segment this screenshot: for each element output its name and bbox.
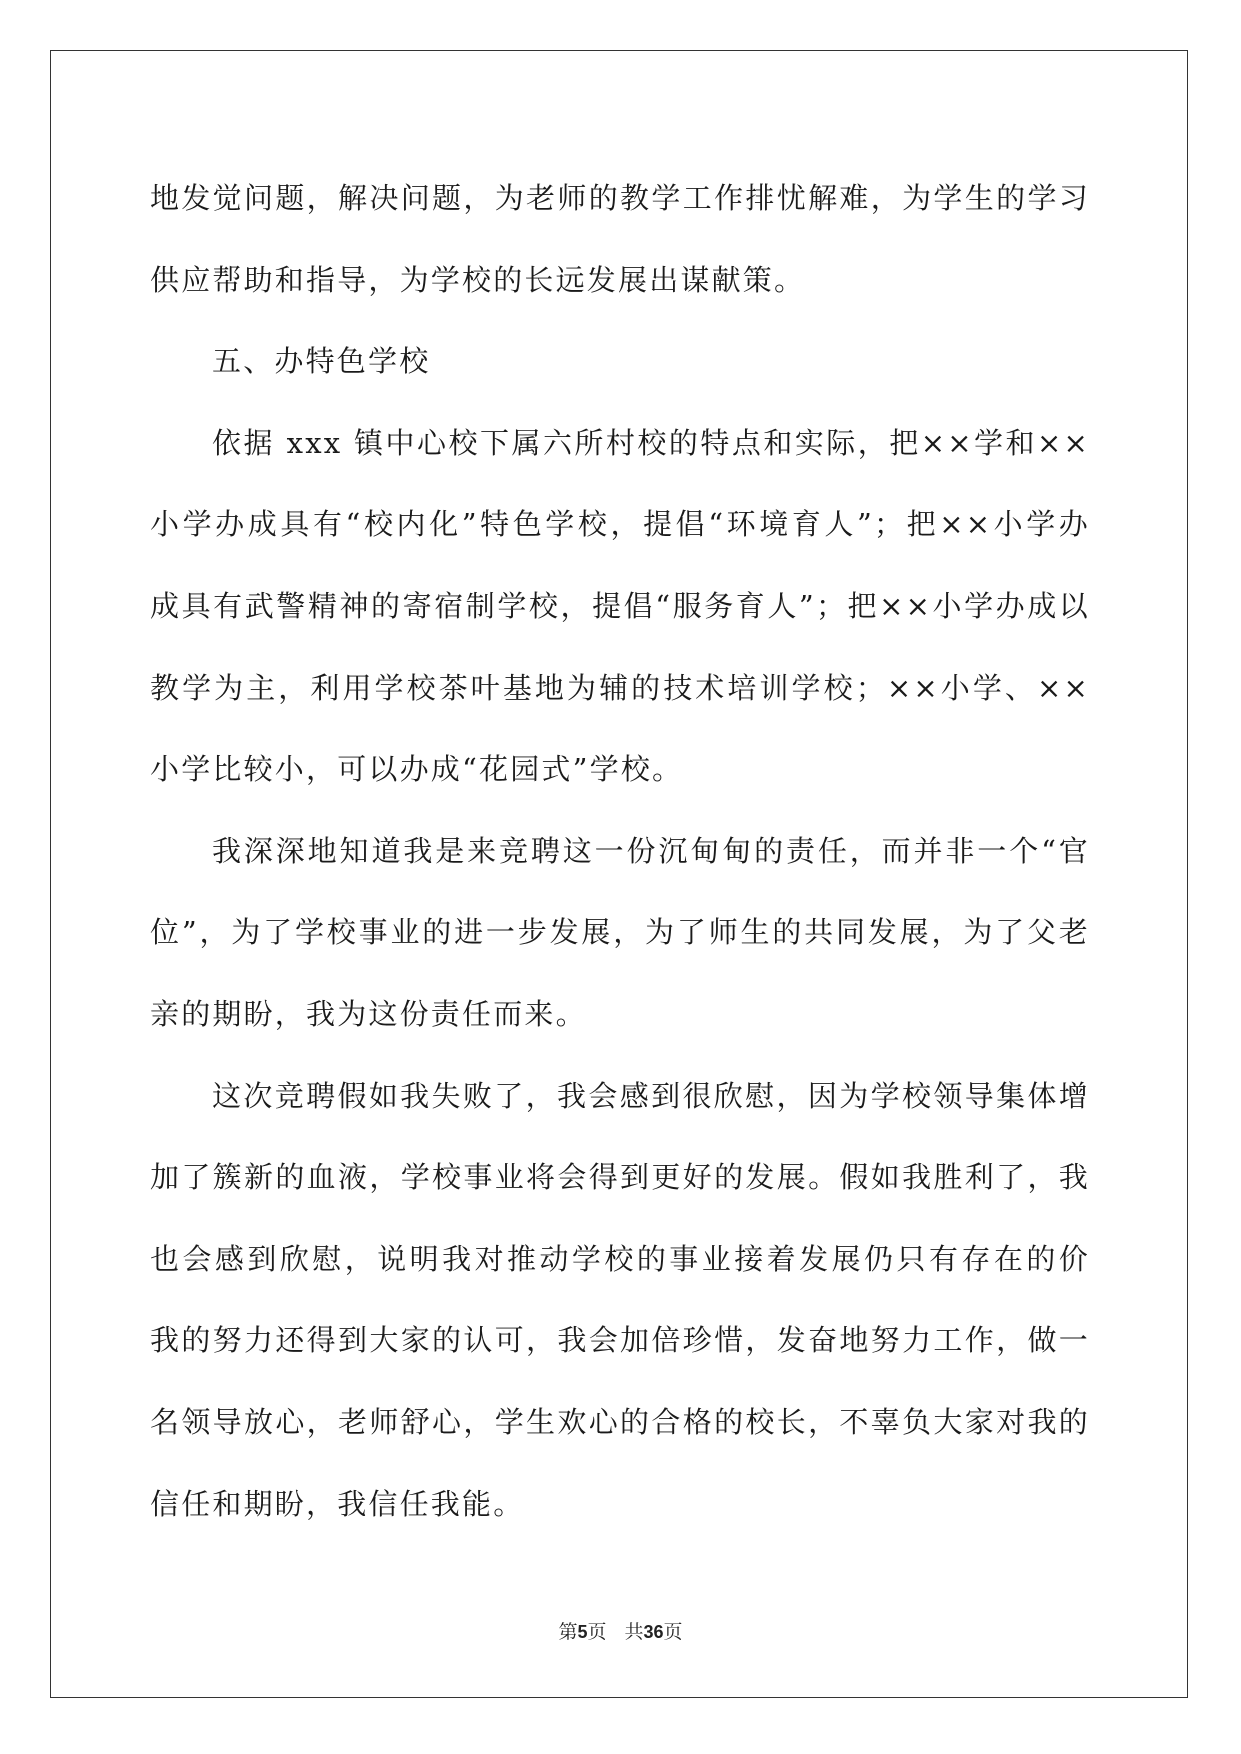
text-line: 地发觉问题，解决问题，为老师的教学工作排忧解难，为学生的学习	[150, 181, 1090, 215]
text-line: 小学比较小，可以办成“花园式”学校。	[150, 752, 684, 787]
page-number: 5	[577, 1622, 588, 1642]
text-line: 我深深地知道我是来竞聘这一份沉甸甸的责任，而并非一个“官	[212, 833, 1090, 868]
text-line: 这次竞聘假如我失败了，我会感到很欣慰，因为学校领导集体增	[212, 1078, 1090, 1113]
text-line: 名领导放心，老师舒心，学生欢心的合格的校长，不辜负大家对我的	[150, 1404, 1090, 1439]
text-line: 供应帮助和指导，为学校的长远发展出谋献策。	[150, 262, 806, 297]
text-line: 成具有武警精神的寄宿制学校，提倡“服务育人”；把××小学办成以	[150, 588, 1090, 623]
text-line: 也会感到欣慰，说明我对推动学校的事业接着发展仍只有存在的价	[150, 1241, 1090, 1276]
text-line: 位”，为了学校事业的进一步发展，为了师生的共同发展，为了父老	[150, 915, 1090, 950]
total-pages: 36	[643, 1622, 664, 1642]
text-line: 小学办成具有“校内化”特色学校，提倡“环境育人”；把××小学办	[150, 507, 1090, 542]
footer-total-suffix: 页	[663, 1621, 683, 1643]
text-line: 亲的期盼，我为这份责任而来。	[150, 996, 587, 1031]
page-footer	[0, 1617, 1241, 1644]
text-line: 教学为主，利用学校茶叶基地为辅的技术培训学校；××小学、××	[150, 670, 1090, 705]
footer-total-prefix: 共	[624, 1621, 644, 1643]
text-line: 信任和期盼，我信任我能。	[150, 1486, 525, 1521]
text-line: 依据 xxx 镇中心校下属六所村校的特点和实际，把××学和××	[212, 425, 1090, 460]
footer-prefix: 第	[558, 1621, 578, 1643]
text-line: 我的努力还得到大家的认可，我会加倍珍惜，发奋地努力工作，做一	[150, 1323, 1090, 1358]
footer-page-suffix: 页	[587, 1621, 607, 1643]
document-body	[150, 158, 1090, 1545]
section-heading: 五、办特色学校	[212, 344, 431, 379]
text-line: 加了簇新的血液，学校事业将会得到更好的发展。假如我胜利了，我	[150, 1160, 1090, 1195]
